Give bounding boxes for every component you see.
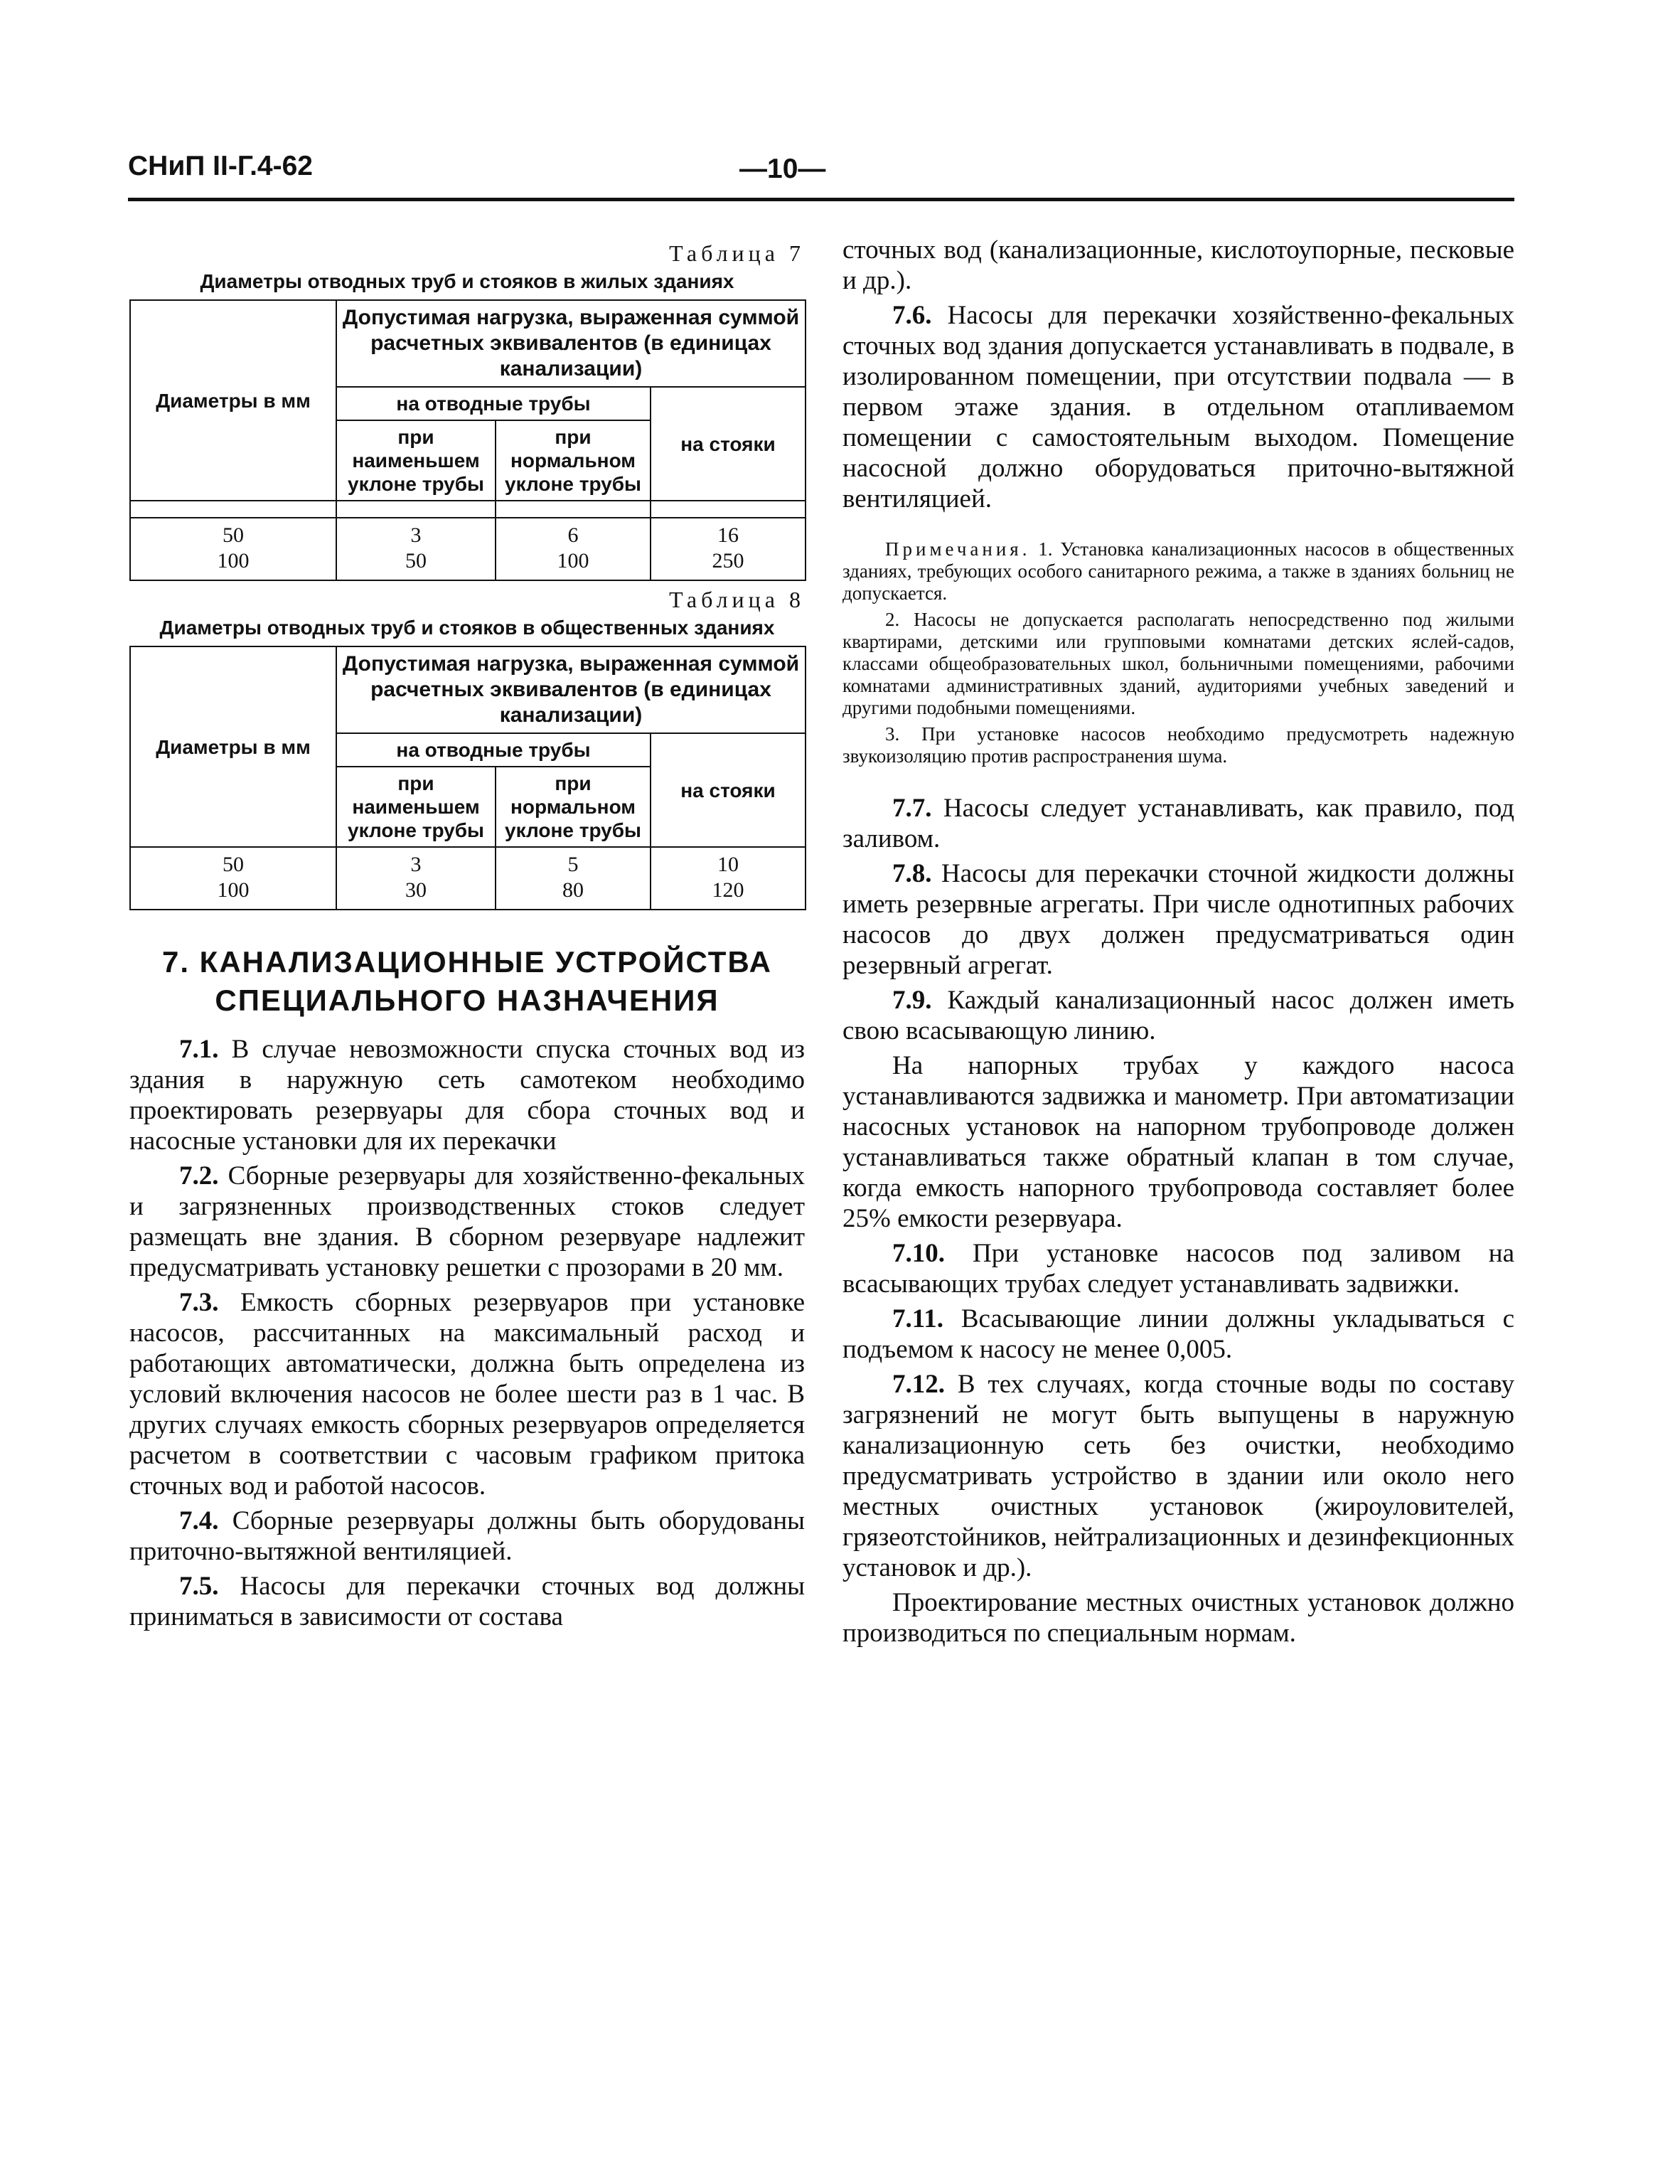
paragraph-7-1: 7.1. В случае невозможности спуска сточных вод из здания в наружную сеть самотеком необходимо проектировать резервуары для сбора сточных вод и насосные установки для их перекачки [129, 1035, 806, 1156]
table8-number: Таблица 8 [669, 587, 805, 612]
paragraph-7-5: 7.5. Насосы для перекачки сточных вод должны приниматься в зависимости от состава [129, 1572, 805, 1631]
notes-label: Примечания. [885, 538, 1031, 560]
document-code: СНиП II-Г.4-62 [128, 151, 313, 181]
note-3: 3. При установке насосов необходимо предусмотреть надежную звукоизоляцию против распространения шума. [842, 723, 1514, 767]
paragraph-7-3: 7.3. Емкость сборных резервуаров при установке насосов, рассчитанных на максимальный расход и работающих автоматически, должна быть определена из условий включения насосов не более шести раз в 1 час. В других случаях емкость сборных резервуаров определяется расчетом в соответствии с часовым графиком притока сточных вод и работой насосов. [129, 1288, 806, 1501]
table7-header-load: Допустимая нагрузка, выраженная суммой расчетных эквивалентов (в единицах канализации) [336, 300, 806, 387]
paragraph-7-8: 7.8. Насосы для перекачки сточной жидкости должны иметь резервные агрегаты. При числе однотипных рабочих насосов до двух должен предусматриваться один резервный агрегат. [842, 859, 1515, 980]
table8-header-diameter: Диаметры в мм [130, 646, 336, 847]
table8-cell-normal: 5 80 [496, 847, 651, 910]
table8-title: Диаметры отводных труб и стояков в общественных зданиях [159, 617, 775, 639]
left-column [129, 235, 805, 1636]
table7 [129, 299, 806, 581]
table7-header-min-slope: при наименьшем уклоне трубы [336, 420, 496, 501]
table7-header-branch: на отводные трубы [336, 387, 651, 420]
table-row [130, 518, 806, 580]
table8-header-risers: на стояки [651, 733, 806, 847]
table7-title: Диаметры отводных труб и стояков в жилых зданиях [200, 270, 734, 292]
table8-header-load: Допустимая нагрузка, выраженная суммой расчетных эквивалентов (в единицах канализации) [336, 646, 806, 733]
table8-cell-risers: 10 120 [651, 847, 806, 910]
table7-header-diameter: Диаметры в мм [130, 300, 336, 501]
table8-header-min-slope: при наименьшем уклоне трубы [336, 767, 496, 847]
running-header [128, 151, 1514, 193]
paragraph-7-11: 7.11. Всасывающие линии должны укладываться с подъемом к насосу не менее 0,005. [842, 1304, 1514, 1364]
note-2: 2. Насосы не допускается располагать непосредственно под жилыми квартирами, детскими или групповыми комнатами детских яслей-садов, классами общеобразовательных школ, больничными помещениями, рабочими комнатами административных зданий, аудиториями учебных заведений и другими подобными помещениями. [842, 609, 1514, 718]
table8-cell-diameter: 50 100 [130, 847, 336, 910]
page-number: —10— [739, 154, 826, 184]
table8-header-branch: на отводные трубы [336, 733, 651, 767]
table-row [130, 847, 806, 910]
paragraph-7-6: 7.6. Насосы для перекачки хозяйственно-фекальных сточных вод здания допускается устанавливать в подвале, в изолированном помещении, при отсутствии подвала — в первом этаже здания. в отдельном отапливаемом помещении с самостоятельным выходом. Помещение насосной должно оборудоваться приточно-вытяжной вентиляцией. [842, 301, 1514, 513]
table8-cell-min: 3 30 [336, 847, 496, 910]
table7-header-normal-slope: при нормальном уклоне трубы [496, 420, 651, 501]
table7-number: Таблица 7 [669, 240, 805, 266]
paragraph-7-5-continued: сточных вод (канализационные, кислотоупорные, песковые и др.). [842, 235, 1514, 295]
table8-header-normal-slope: при нормальном уклоне трубы [496, 767, 651, 847]
paragraph-7-12: 7.12. В тех случаях, когда сточные воды по составу загрязнений не могут быть выпущены в наружную канализационную сеть без очистки, необходимо предусматривать устройство в здании или около него местных очистных установок (жироуловителей, грязеотстойников, нейтрализационных и дезинфекционных установок и др.). [842, 1370, 1514, 1582]
right-column [842, 235, 1514, 1653]
paragraph-7-9-pressure-pipes: На напорных трубах у каждого насоса устанавливаются задвижка и манометр. При автоматизации насосных установок на напорном трубопроводе должен устанавливаться также обратный клапан в том случае, когда емкость напорного трубопровода составляет более 25% емкости резервуара. [842, 1051, 1514, 1233]
table7-header-risers: на стояки [651, 387, 806, 501]
paragraph-7-9: 7.9. Каждый канализационный насос должен иметь свою всасывающую линию. [842, 986, 1514, 1045]
paragraph-7-7: 7.7. Насосы следует устанавливать, как правило, под заливом. [842, 794, 1514, 853]
paragraph-7-4: 7.4. Сборные резервуары должны быть оборудованы приточно-вытяжной вентиляцией. [129, 1506, 806, 1566]
notes-block [842, 538, 1514, 767]
table7-cell-min: 3 50 [336, 518, 496, 580]
note-1: Примечания. 1. Установка канализационных насосов в общественных зданиях, требующих особого санитарного режима, а также в зданиях больниц не допускается. [842, 538, 1514, 604]
table8 [129, 646, 806, 910]
paragraph-7-12-design: Проектирование местных очистных установок должно производиться по специальным нормам. [842, 1588, 1514, 1648]
table7-cell-diameter: 50 100 [130, 518, 336, 580]
paragraph-7-10: 7.10. При установке насосов под заливом на всасывающих трубах следует устанавливать задвижки. [842, 1239, 1514, 1299]
table7-cell-normal: 6 100 [496, 518, 651, 580]
header-rule [128, 198, 1514, 201]
table7-cell-risers: 16 250 [651, 518, 806, 580]
paragraph-7-2: 7.2. Сборные резервуары для хозяйственно-фекальных и загрязненных производственных стоков следует размещать вне здания. В сборном резервуаре надлежит предусматривать установку решетки с прозорами в 20 мм. [129, 1161, 805, 1282]
section-heading: 7. КАНАЛИЗАЦИОННЫЕ УСТРОЙСТВА СПЕЦИАЛЬНОГО НАЗНАЧЕНИЯ [161, 945, 773, 1017]
